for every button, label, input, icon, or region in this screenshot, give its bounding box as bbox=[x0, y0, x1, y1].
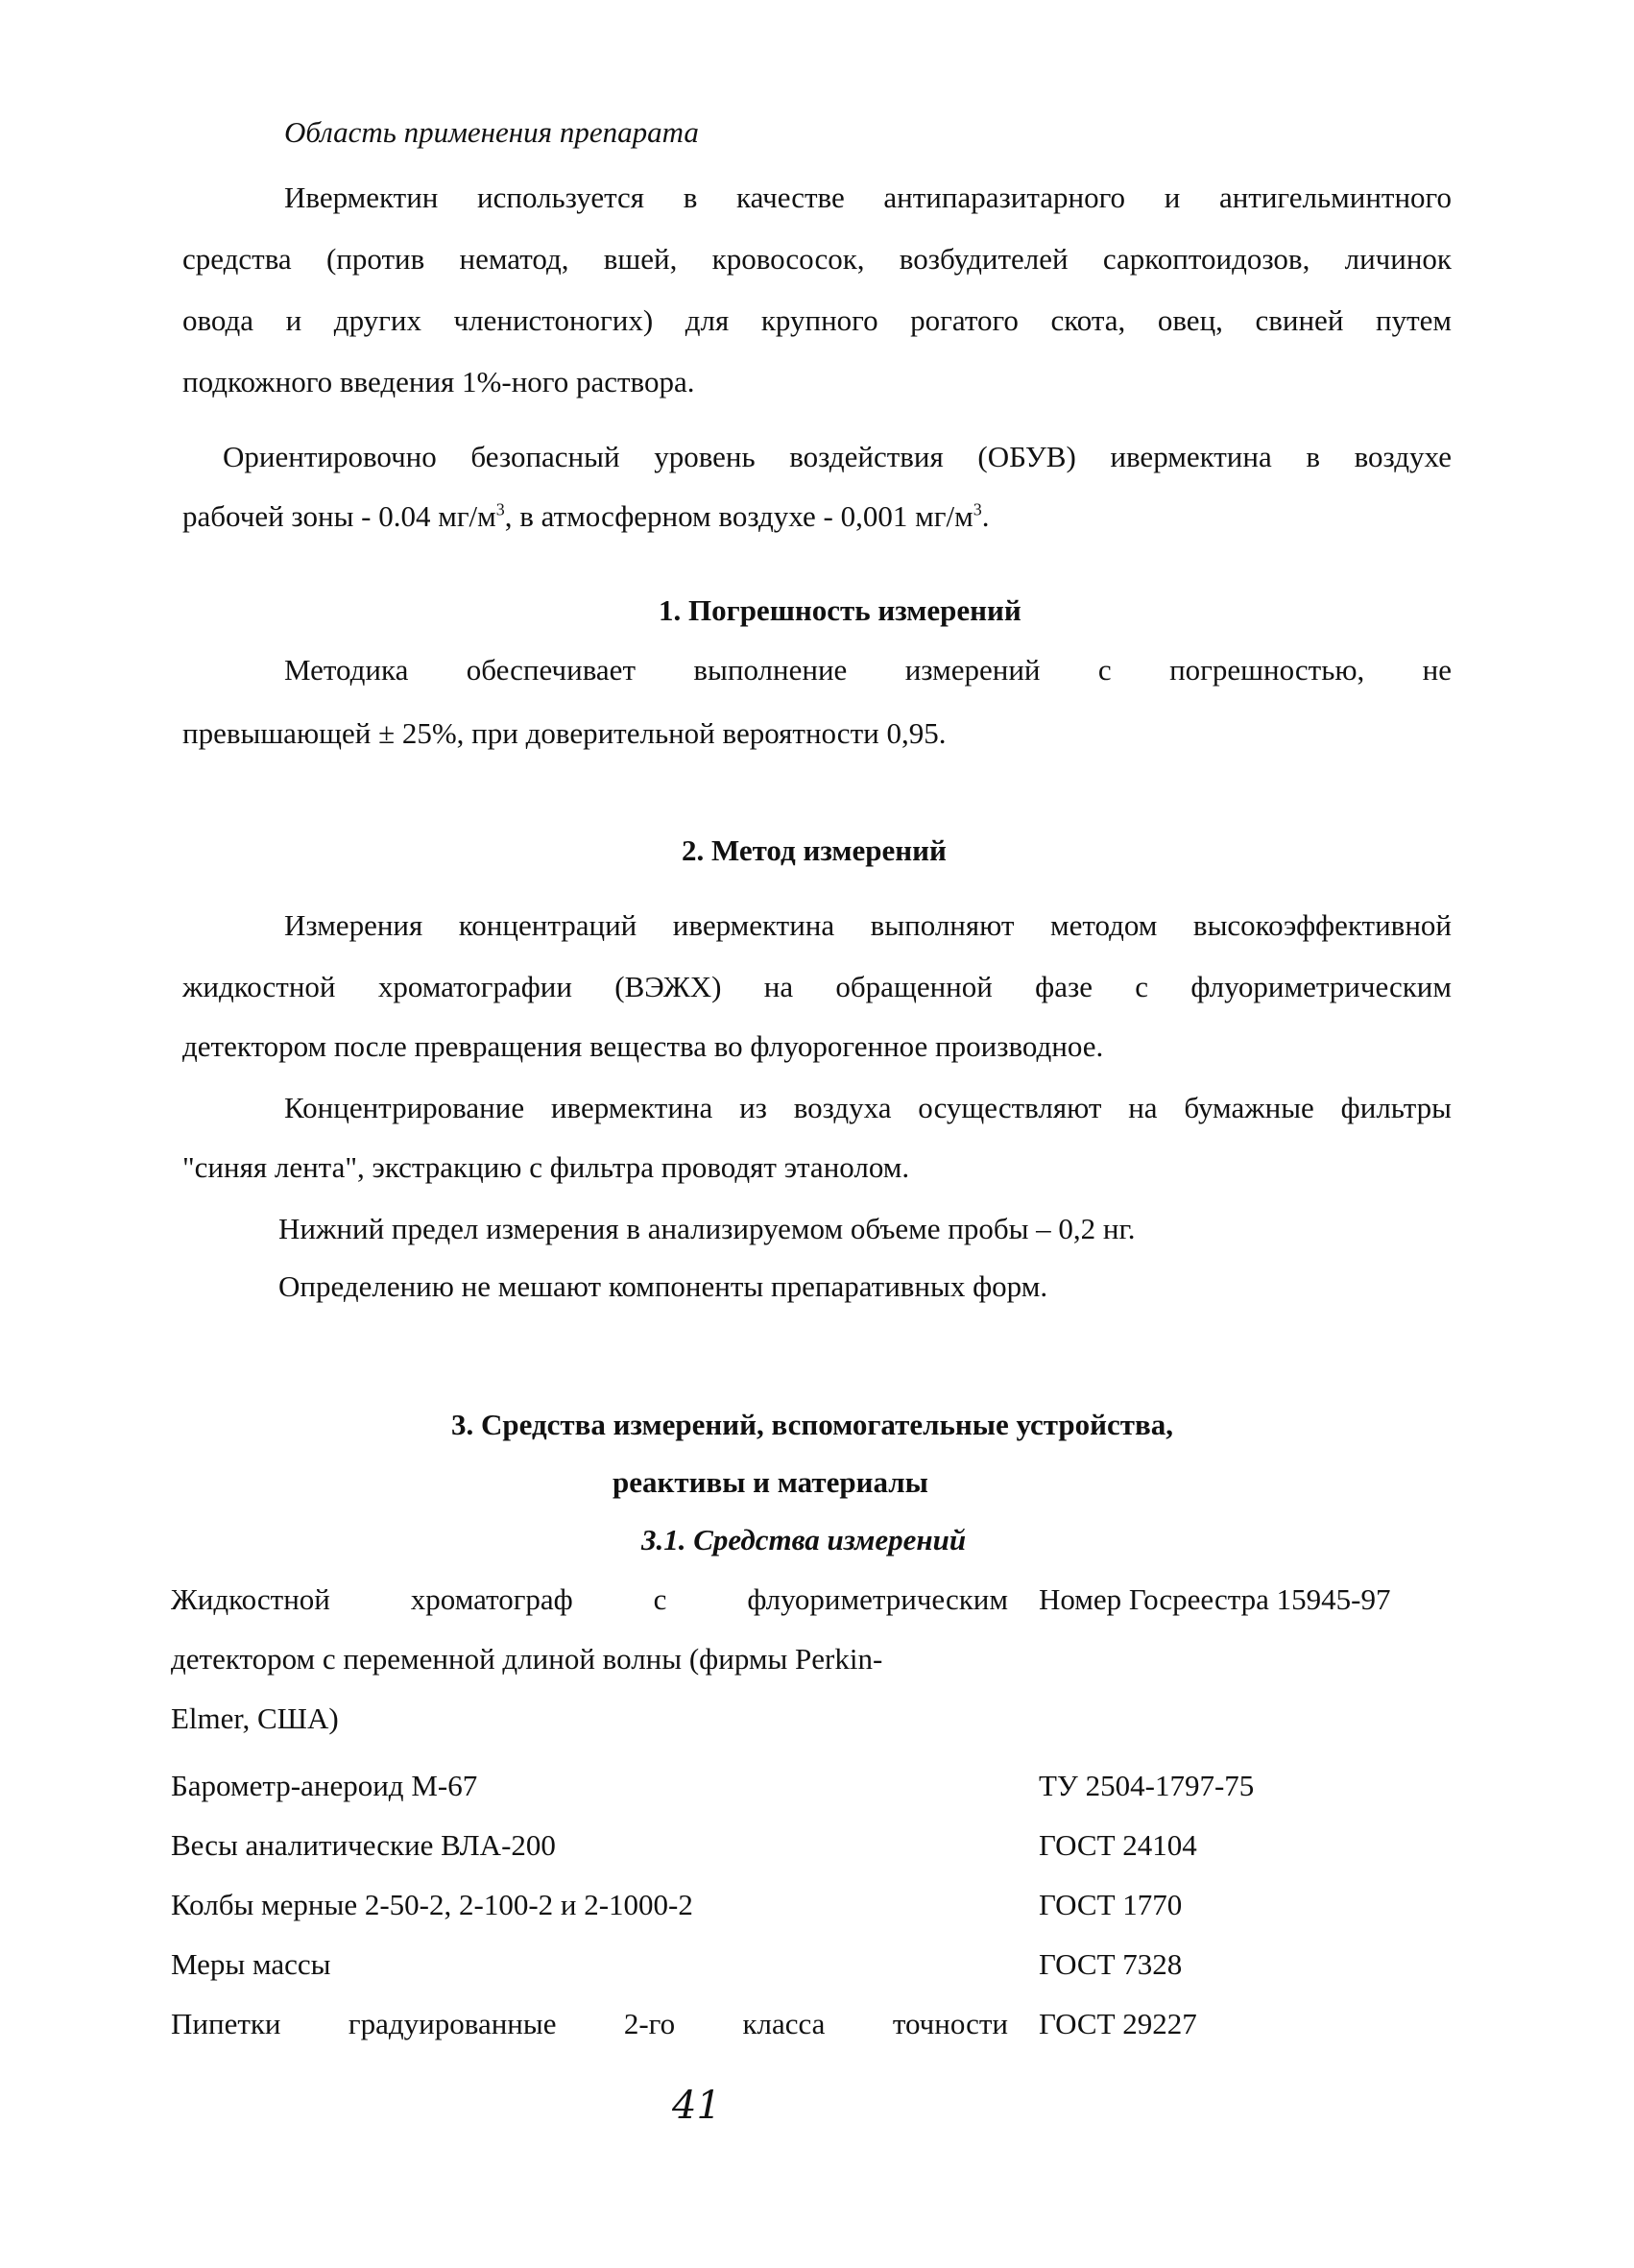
application-heading: Область применения препарата bbox=[284, 115, 699, 149]
item4-ref: ГОСТ 1770 bbox=[1039, 1888, 1183, 1921]
section1-line1: Методика обеспечивает выполнение измерений с погрешностью, не bbox=[284, 653, 1452, 687]
application-p1-line4: подкожного введения 1%-ного раствора. bbox=[182, 365, 695, 398]
section2-p4: Определению не мешают компоненты препаративных форм. bbox=[278, 1269, 1048, 1303]
item5-name: Меры массы bbox=[171, 1947, 331, 1981]
item6-ref: ГОСТ 29227 bbox=[1039, 2007, 1197, 2040]
item2-name: Барометр-анероид М-67 bbox=[171, 1769, 478, 1802]
superscript-2: 3 bbox=[973, 499, 982, 519]
item5-ref: ГОСТ 7328 bbox=[1039, 1947, 1183, 1981]
item6-name: Пипетки градуированные 2-го класса точности bbox=[171, 2007, 1008, 2040]
section2-p3: Нижний предел измерения в анализируемом объеме пробы – 0,2 нг. bbox=[278, 1212, 1136, 1245]
section2-p1-line2: жидкостной хроматографии (ВЭЖХ) на обращенной фазе с флуориметрическим bbox=[182, 970, 1452, 1003]
section1-heading: 1. Погрешность измерений bbox=[659, 593, 1021, 627]
item3-name: Весы аналитические ВЛА-200 bbox=[171, 1828, 556, 1862]
item4-name: Колбы мерные 2-50-2, 2-100-2 и 2-1000-2 bbox=[171, 1888, 693, 1921]
section2-heading: 2. Метод измерений bbox=[682, 833, 947, 867]
section3-subheading: 3.1. Средства измерений bbox=[641, 1523, 967, 1556]
application-p1-line1: Ивермектин используется в качестве антипаразитарного и антигельминтного bbox=[284, 181, 1452, 214]
section3-heading-line2: реактивы и материалы bbox=[613, 1465, 928, 1499]
item1-ref: Номер Госреестра 15945-97 bbox=[1039, 1582, 1391, 1616]
section1-line2: превышающей ± 25%, при доверительной вероятности 0,95. bbox=[182, 716, 947, 750]
application-p2-line1: Ориентировочно безопасный уровень воздействия (ОБУВ) ивермектина в воздухе bbox=[223, 440, 1452, 473]
section2-p1-line3: детектором после превращения вещества во флуорогенное производное. bbox=[182, 1029, 1104, 1063]
item1-name-line3: Elmer, США) bbox=[171, 1701, 339, 1735]
section2-p1-line1: Измерения концентраций ивермектина выполняют методом высокоэффективной bbox=[284, 908, 1452, 942]
item3-ref: ГОСТ 24104 bbox=[1039, 1828, 1197, 1862]
item2-ref: ТУ 2504-1797-75 bbox=[1039, 1769, 1255, 1802]
application-p2-text-c: . bbox=[981, 499, 990, 533]
application-p2-line2 bbox=[182, 497, 989, 536]
item1-name-line1: Жидкостной хроматограф с флуориметрическим bbox=[171, 1582, 1008, 1616]
application-p1-line3: овода и других членистоногих) для крупного рогатого скота, овец, свиней путем bbox=[182, 303, 1452, 337]
application-p2-text-b: , в атмосферном воздухе - 0,001 мг/м bbox=[504, 499, 973, 533]
item1-name-line2: детектором с переменной длиной волны (фирмы Perkin- bbox=[171, 1642, 883, 1676]
application-p1-line2: средства (против нематод, вшей, кровососок, возбудителей саркоптоидозов, личинок bbox=[182, 242, 1452, 276]
section3-heading-line1: 3. Средства измерений, вспомогательные устройства, bbox=[451, 1408, 1173, 1441]
application-p2-text-a: рабочей зоны - 0.04 мг/м bbox=[182, 499, 496, 533]
section2-p2-line2: "синяя лента", экстракцию с фильтра проводят этанолом. bbox=[182, 1150, 910, 1184]
section2-p2-line1: Концентрирование ивермектина из воздуха осуществляют на бумажные фильтры bbox=[284, 1091, 1452, 1124]
superscript-1: 3 bbox=[495, 499, 505, 519]
page-number: 41 bbox=[672, 2084, 721, 2128]
